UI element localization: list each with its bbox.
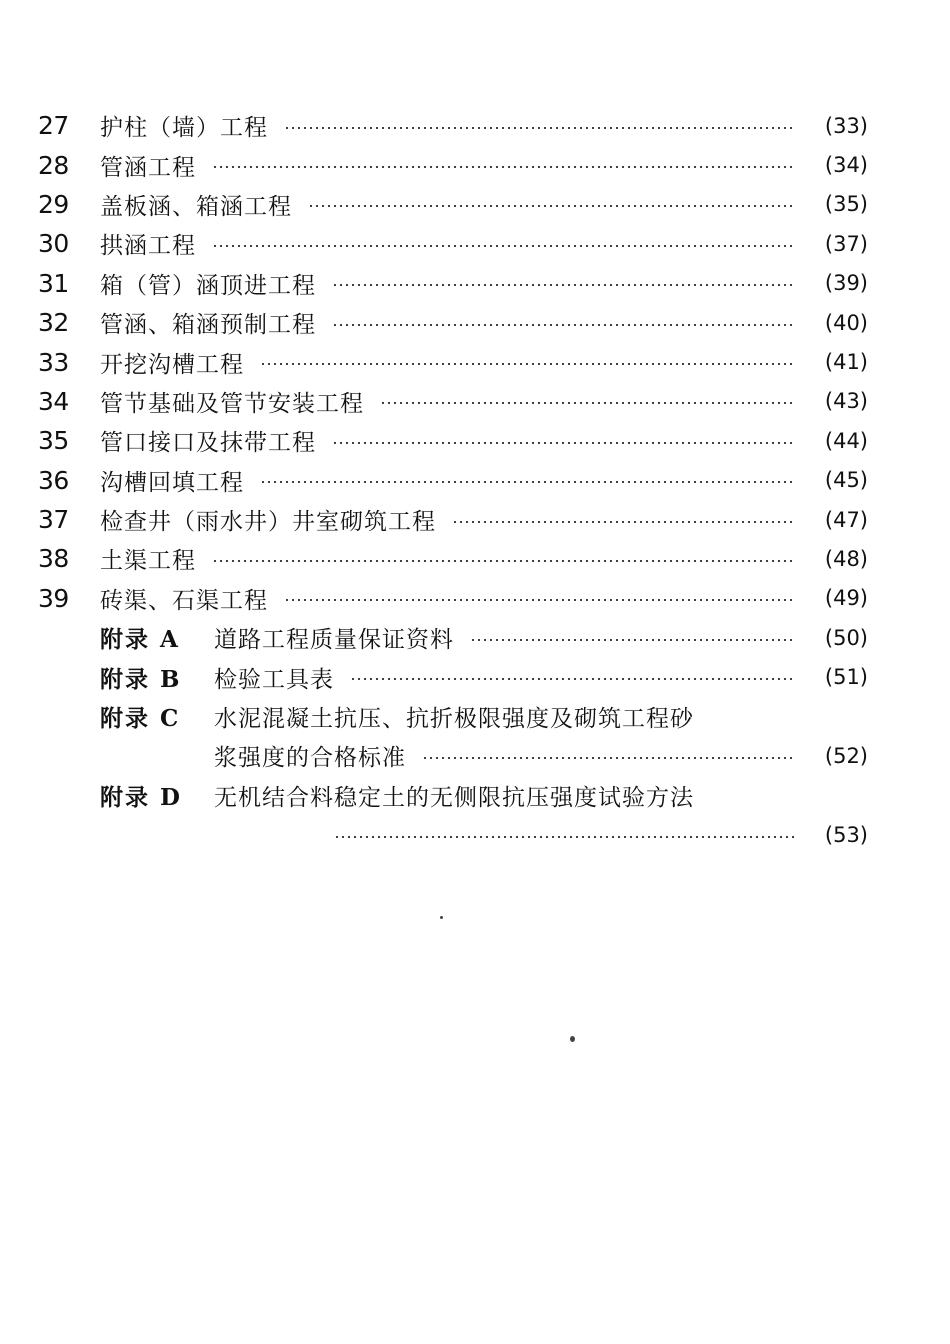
- entry-number: 31: [38, 268, 69, 298]
- entry-number: 30: [38, 229, 69, 259]
- toc-entry-35[interactable]: [38, 421, 868, 460]
- dot-leader: [350, 678, 796, 680]
- entry-title: 拱涵工程: [100, 233, 196, 260]
- entry-page: (47): [824, 507, 868, 532]
- dot-leader: [332, 284, 796, 286]
- appendix-label: 附录 A: [100, 626, 180, 654]
- entry-page: (51): [824, 665, 868, 690]
- entry-number: 39: [38, 583, 69, 613]
- dot-leader: [334, 836, 796, 838]
- dot-leader: [332, 324, 796, 326]
- toc-appendix-d[interactable]: [38, 776, 868, 815]
- dot-leader: [260, 481, 796, 483]
- appendix-title: 无机结合料稳定土的无侧限抗压强度试验方法: [214, 784, 694, 811]
- entry-page: (53): [824, 822, 868, 847]
- dot-leader: [332, 442, 796, 444]
- toc-appendix-c-continued[interactable]: [38, 736, 868, 775]
- entry-page: (40): [824, 310, 868, 335]
- entry-number: 37: [38, 505, 69, 535]
- entry-page: (50): [824, 625, 868, 650]
- dot-leader: [284, 127, 796, 129]
- toc-appendix-b[interactable]: [38, 657, 868, 696]
- dot-leader: [284, 599, 796, 601]
- dot-leader: [308, 205, 796, 207]
- entry-page: (35): [824, 192, 868, 217]
- entry-page: (52): [824, 743, 868, 768]
- entry-number: 32: [38, 308, 69, 338]
- toc-entry-39[interactable]: [38, 579, 868, 618]
- entry-title: 检查井（雨水井）井室砌筑工程: [100, 509, 436, 536]
- toc-entry-31[interactable]: [38, 264, 868, 303]
- entry-page: (33): [824, 113, 868, 138]
- dot-leader: [212, 166, 796, 168]
- entry-page: (43): [824, 389, 868, 414]
- dot-leader: [212, 245, 796, 247]
- entry-page: (37): [824, 231, 868, 256]
- entry-title: 沟槽回填工程: [100, 469, 244, 496]
- toc-appendix-d-continued[interactable]: [38, 815, 868, 854]
- entry-number: 38: [38, 544, 69, 574]
- entry-title: 盖板涵、箱涵工程: [100, 193, 292, 220]
- dot-leader: [422, 757, 796, 759]
- toc-entry-29[interactable]: [38, 185, 868, 224]
- toc-entry-33[interactable]: [38, 342, 868, 381]
- entry-number: 34: [38, 386, 69, 416]
- toc-entry-27[interactable]: [38, 106, 868, 145]
- entry-title: 管节基础及管节安装工程: [100, 390, 364, 417]
- appendix-label: 附录 B: [100, 665, 182, 693]
- dot-leader: [452, 521, 796, 523]
- entry-page: (48): [824, 546, 868, 571]
- toc-entry-36[interactable]: [38, 461, 868, 500]
- appendix-title: 道路工程质量保证资料: [214, 627, 454, 654]
- dot-leader: [260, 363, 796, 365]
- toc-entry-34[interactable]: [38, 382, 868, 421]
- entry-page: (34): [824, 153, 868, 178]
- entry-number: 28: [38, 150, 69, 180]
- entry-title: 管口接口及抹带工程: [100, 430, 316, 457]
- toc-entry-30[interactable]: [38, 224, 868, 263]
- toc-appendix-c[interactable]: [38, 697, 868, 736]
- entry-title: 管涵工程: [100, 154, 196, 181]
- scan-speck: [440, 916, 443, 919]
- scan-speck: [570, 1036, 575, 1042]
- toc-entry-38[interactable]: [38, 539, 868, 578]
- entry-page: (41): [824, 350, 868, 375]
- dot-leader: [212, 560, 796, 562]
- appendix-title-continued: 浆强度的合格标准: [214, 745, 406, 772]
- appendix-title: 水泥混凝土抗压、抗折极限强度及砌筑工程砂: [214, 706, 694, 733]
- entry-page: (49): [824, 586, 868, 611]
- entry-number: 36: [38, 465, 69, 495]
- entry-number: 29: [38, 189, 69, 219]
- appendix-label: 附录 D: [100, 783, 182, 811]
- entry-title: 管涵、箱涵预制工程: [100, 312, 316, 339]
- appendix-title: 检验工具表: [214, 666, 334, 693]
- dot-leader: [470, 639, 796, 641]
- dot-leader: [380, 402, 796, 404]
- entry-page: (45): [824, 468, 868, 493]
- entry-title: 砖渠、石渠工程: [100, 587, 268, 614]
- entry-title: 开挖沟槽工程: [100, 351, 244, 378]
- toc-entry-32[interactable]: [38, 303, 868, 342]
- toc-entry-28[interactable]: [38, 145, 868, 184]
- entry-number: 35: [38, 426, 69, 456]
- entry-title: 土渠工程: [100, 548, 196, 575]
- entry-number: 33: [38, 347, 69, 377]
- entry-number: 27: [38, 111, 69, 141]
- toc-entry-37[interactable]: [38, 500, 868, 539]
- entry-page: (44): [824, 428, 868, 453]
- appendix-label: 附录 C: [100, 705, 181, 733]
- entry-page: (39): [824, 271, 868, 296]
- table-of-contents: [38, 106, 868, 854]
- entry-title: 箱（管）涵顶进工程: [100, 272, 316, 299]
- entry-title: 护柱（墙）工程: [100, 115, 268, 142]
- toc-appendix-a[interactable]: [38, 618, 868, 657]
